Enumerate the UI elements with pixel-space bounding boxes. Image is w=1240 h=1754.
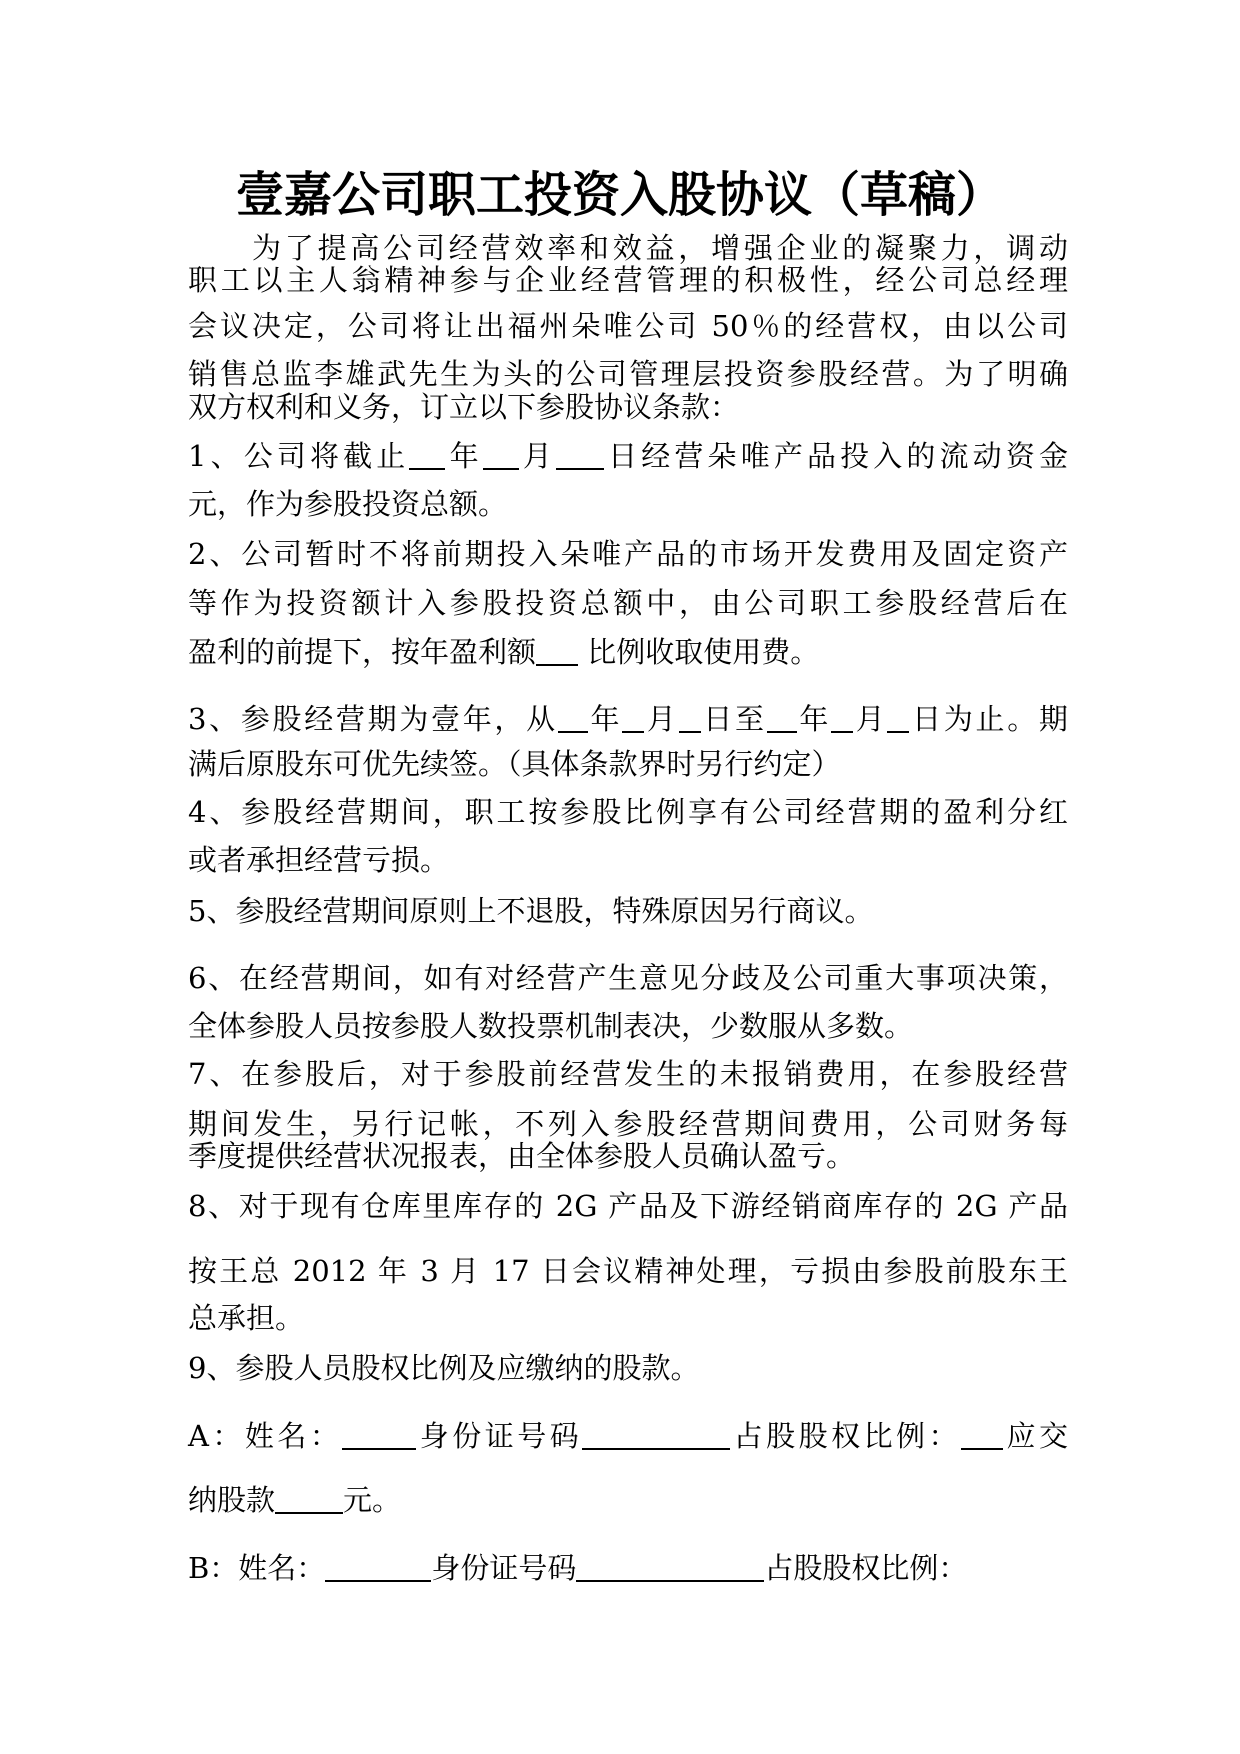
blank-line xyxy=(887,701,909,733)
clause-9-line: 9、参股人员股权比例及应缴纳的股款。 xyxy=(188,1351,700,1385)
clause-3-line xyxy=(188,699,1068,739)
clause-6-line: 全体参股人员按参股人数投票机制表决，少数服从多数。 xyxy=(188,1009,914,1043)
clause-4-line: 或者承担经营亏损。 xyxy=(188,843,450,877)
clause-1-line xyxy=(188,436,1068,476)
field-label: 应交 xyxy=(1003,1419,1068,1453)
field-label: 身份证号码 xyxy=(416,1419,583,1453)
clause-6-line: 6、在经营期间，如有对经营产生意见分歧及公司重大事项决策， xyxy=(188,961,1068,995)
field-label: 身份证号码 xyxy=(431,1551,577,1585)
clause-text: 日为止。期 xyxy=(909,702,1068,736)
blank-line xyxy=(536,634,578,666)
clause-1-line: 元，作为参股投资总额。 xyxy=(188,487,508,521)
clause-text: 日至 xyxy=(700,702,767,736)
field-label: 占股股权比例： xyxy=(764,1551,968,1585)
clause-text: 日经营朵唯产品投入的流动资金 xyxy=(604,439,1068,473)
blank-line xyxy=(679,701,701,733)
clause-text: 1、公司将截止 xyxy=(188,439,410,473)
clause-text: 盈利的前提下，按年盈利额 xyxy=(188,635,537,669)
field-label: B：姓名： xyxy=(188,1551,326,1585)
id-field-blank xyxy=(582,1418,730,1450)
clause-4-line: 4、参股经营期间，职工按参股比例享有公司经营期的盈利分红 xyxy=(188,795,1068,829)
clause-text: 月 xyxy=(518,439,556,473)
blank-line xyxy=(556,438,604,470)
clause-7-line: 7、在参股后，对于参股前经营发生的未报销费用，在参股经营 xyxy=(188,1057,1068,1091)
clause-3-line: 满后原股东可优先续签。（具体条款界时另行约定） xyxy=(188,747,841,781)
amount-field-blank xyxy=(275,1482,343,1514)
clause-7-line: 期间发生，另行记帐，不列入参股经营期间费用，公司财务每 xyxy=(188,1107,1068,1141)
ratio-field-blank xyxy=(961,1418,1003,1450)
document-title: 壹嘉公司职工投资入股协议（草稿） xyxy=(235,167,1004,223)
field-label: 元。 xyxy=(343,1483,402,1517)
field-label: 纳股款 xyxy=(188,1483,276,1517)
clause-8-line: 按王总 2012 年 3 月 17 日会议精神处理，亏损由参股前股东王 xyxy=(188,1254,1068,1288)
clause-8-line: 总承担。 xyxy=(188,1301,305,1335)
field-label: 占股股权比例： xyxy=(730,1419,961,1453)
blank-line xyxy=(409,438,445,470)
field-label: A：姓名： xyxy=(188,1419,343,1453)
person-b-line xyxy=(188,1548,1068,1588)
blank-line xyxy=(558,701,588,733)
name-field-blank xyxy=(342,1418,416,1450)
clause-text: 比例收取使用费。 xyxy=(578,635,820,669)
blank-line xyxy=(767,701,797,733)
clause-2-line: 2、公司暂时不将前期投入朵唯产品的市场开发费用及固定资产 xyxy=(188,537,1068,571)
blank-line xyxy=(831,701,853,733)
clause-2-line xyxy=(188,632,1068,672)
clause-text: 3、参股经营期为壹年，从 xyxy=(188,702,558,736)
person-a-line xyxy=(188,1416,1068,1456)
blank-line xyxy=(622,701,644,733)
clause-text: 年 xyxy=(796,702,832,736)
clause-text: 年 xyxy=(587,702,623,736)
intro-line: 销售总监李雄武先生为头的公司管理层投资参股经营。为了明确 xyxy=(188,357,1068,391)
intro-line: 双方权利和义务，订立以下参股协议条款： xyxy=(188,390,740,424)
intro-line: 职工以主人翁精神参与企业经营管理的积极性，经公司总经理 xyxy=(188,263,1068,297)
intro-line: 为了提高公司经营效率和效益，增强企业的凝聚力，调动 xyxy=(252,231,1068,265)
intro-line: 会议决定，公司将让出福州朵唯公司 50％的经营权，由以公司 xyxy=(188,309,1068,343)
clause-5-line: 5、参股经营期间原则上不退股，特殊原因另行商议。 xyxy=(188,894,874,928)
clause-7-line: 季度提供经营状况报表，由全体参股人员确认盈亏。 xyxy=(188,1139,856,1173)
blank-line xyxy=(483,438,519,470)
clause-text: 月 xyxy=(644,702,679,736)
name-field-blank xyxy=(325,1550,431,1582)
clause-8-line: 8、对于现有仓库里库存的 2G 产品及下游经销商库存的 2G 产品 xyxy=(188,1189,1068,1223)
clause-text: 月 xyxy=(853,702,888,736)
person-a-line xyxy=(188,1480,1068,1520)
clause-text: 年 xyxy=(445,439,483,473)
id-field-blank xyxy=(576,1550,764,1582)
clause-2-line: 等作为投资额计入参股投资总额中，由公司职工参股经营后在 xyxy=(188,586,1068,620)
